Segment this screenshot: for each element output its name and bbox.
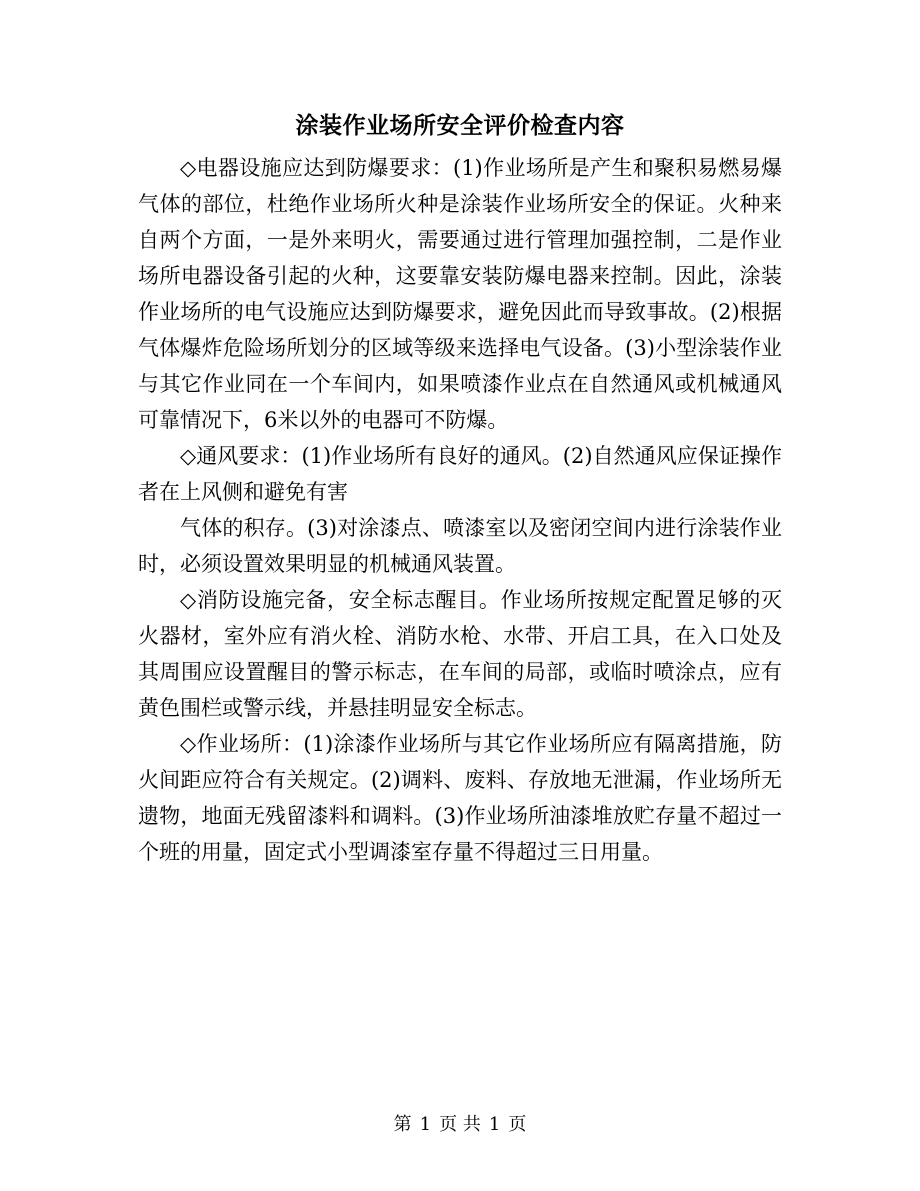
document-body (138, 150, 782, 870)
paragraph-fire-protection: ◇消防设施完备，安全标志醒目。作业场所按规定配置足够的灭火器材，室外应有消火栓、消防水枪、水带、开启工具，在入口处及其周围应设置醒目的警示标志，在车间的局部，或临时喷涂点，应有黄色围栏或警示线，并悬挂明显安全标志。 (138, 588, 782, 720)
paragraph-electrical: ◇电器设施应达到防爆要求：(1)作业场所是产生和聚积易燃易爆气体的部位，杜绝作业场所火种是涂装作业场所安全的保证。火种来自两个方面，一是外来明火，需要通过进行管理加强控制，二是作业场所电器设备引起的火种，这要靠安装防爆电器来控制。因此，涂装作业场所的电气设施应达到防爆要求，避免因此而导致事故。(2)根据气体爆炸危险场所划分的区域等级来选择电气设备。(3)小型涂装作业与其它作业同在一个车间内，如果喷漆作业点在自然通风或机械通风可靠情况下，6米以外的电器可不防爆。 (138, 156, 782, 432)
footer-current-page: 1 (419, 1114, 432, 1135)
paragraph-ventilation-cont: 气体的积存。(3)对涂漆点、喷漆室以及密闭空间内进行涂装作业时，必须设置效果明显的机械通风装置。 (138, 516, 782, 576)
paragraph-ventilation: ◇通风要求：(1)作业场所有良好的通风。(2)自然通风应保证操作者在上风侧和避免有害 (138, 444, 782, 504)
footer-prefix: 第 (393, 1114, 412, 1135)
page-footer (0, 1112, 920, 1138)
paragraph-workplace: ◇作业场所：(1)涂漆作业场所与其它作业场所应有隔离措施，防火间距应符合有关规定。(2)调料、废料、存放地无泄漏，作业场所无遗物，地面无残留漆料和调料。(3)作业场所油漆堆放贮存量不超过一个班的用量，固定式小型调漆室存量不得超过三日用量。 (138, 732, 782, 864)
footer-total-pages: 1 (488, 1114, 501, 1135)
document-title: 涂装作业场所安全评价检查内容 (295, 112, 625, 139)
footer-suffix: 页 (508, 1114, 527, 1135)
footer-mid: 页 共 (439, 1114, 481, 1135)
